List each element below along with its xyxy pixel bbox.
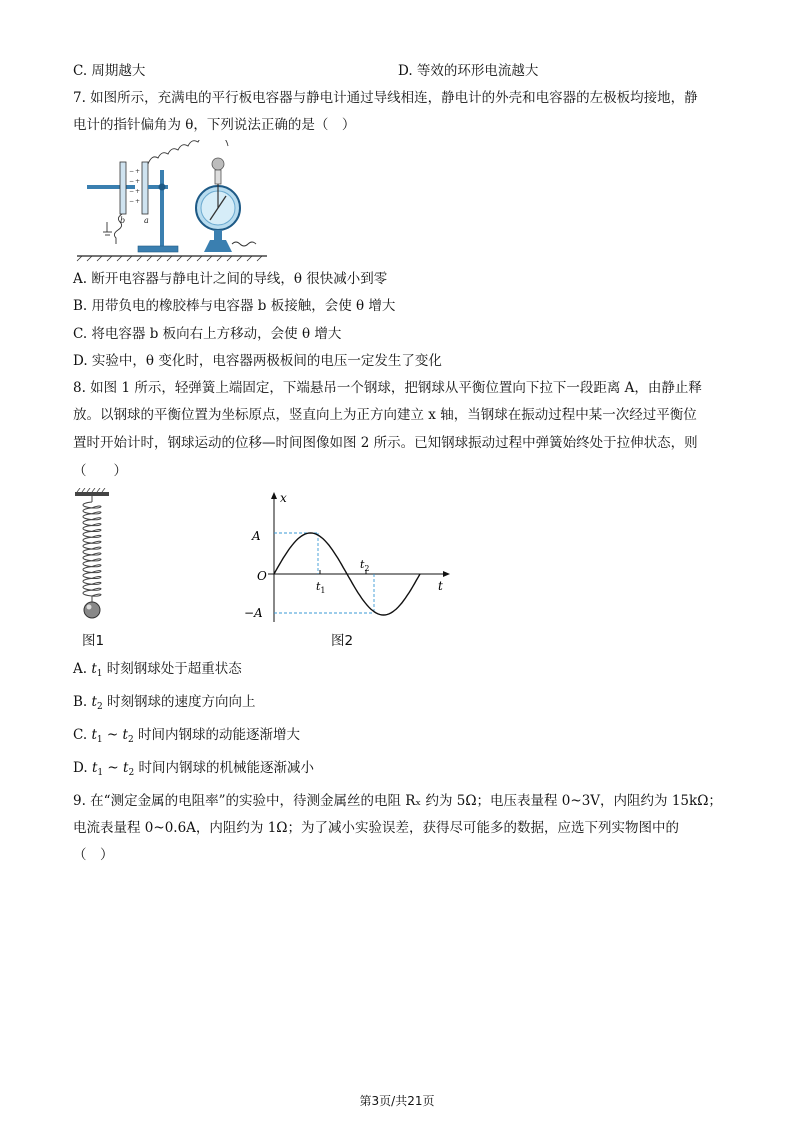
q8-axis-x-label: x — [280, 491, 287, 505]
svg-text:−: − — [129, 178, 135, 185]
q7-fig-label-b: b — [120, 216, 126, 225]
svg-text:+: + — [135, 188, 141, 195]
q9-stem-line3: （ ） — [73, 847, 114, 863]
page-footer: 第3页/共21页 — [359, 1094, 435, 1108]
svg-text:+: + — [135, 168, 141, 175]
svg-text:+: + — [135, 198, 141, 205]
q6-option-d: D. 等效的环形电流越大 — [398, 63, 539, 79]
svg-text:−: − — [129, 198, 135, 205]
q8-option-d: D. $t_1$ ~ $t_2$ 时间内钢球的机械能逐渐减小 — [73, 760, 314, 778]
q8-option-b: B. $t_2$ 时刻钢球的速度方向向上 — [73, 694, 256, 712]
q9-stem-line2: 电流表量程 0~0.6A，内阻约为 1Ω；为了减小实验误差，获得尽可能多的数据，应选下列实物图中的 — [73, 820, 679, 836]
q8-stem-line3: 置时开始计时，钢球运动的位移—时间图像如图 2 所示。已知钢球振动过程中弹簧始终处于拉伸状态，则 — [73, 435, 698, 451]
q9-stem-line1: 9. 在“测定金属的电阻率”的实验中，待测金属丝的电阻 Rₓ 约为 5Ω；电压表量程 0~3V，内阻约为 15kΩ； — [73, 793, 722, 809]
svg-text:−: − — [129, 188, 135, 195]
spring-coil — [83, 502, 101, 596]
q7-option-b: B. 用带负电的橡胶棒与电容器 b 板接触，会使 θ 增大 — [73, 298, 396, 314]
q7-fig-label-a: a — [144, 216, 149, 225]
q8-option-c: C. $t_1$ ~ $t_2$ 时间内钢球的动能逐渐增大 — [73, 727, 300, 745]
q8-label-A: A — [252, 529, 261, 543]
q7-option-a: A. 断开电容器与静电计之间的导线，θ 很快减小到零 — [73, 271, 388, 287]
svg-text:+: + — [135, 178, 141, 185]
q7-option-d: D. 实验中，θ 变化时，电容器两极板间的电压一定发生了变化 — [73, 353, 442, 369]
q8-label-t2: $t_2$ — [360, 558, 370, 573]
q8-stem-line1: 8. 如图 1 所示，轻弹簧上端固定，下端悬吊一个钢球，把钢球从平衡位置向下拉下一段距离 A，由静止释 — [73, 380, 702, 396]
q8-figure2-sine-graph — [240, 490, 455, 630]
q8-axis-t-label: t — [438, 579, 443, 593]
q6-option-c: C. 周期越大 — [73, 63, 146, 79]
q7-stem-line1: 7. 如图所示，充满电的平行板电容器与静电计通过导线相连，静电计的外壳和电容器的左极板均接地，静 — [73, 90, 698, 106]
q8-fig2-caption: 图2 — [331, 633, 354, 649]
svg-text:−: − — [129, 168, 135, 175]
q8-fig1-caption: 图1 — [82, 633, 105, 649]
q8-stem-line2: 放。以钢球的平衡位置为坐标原点，竖直向上为正方向建立 x 轴，当钢球在振动过程中某一次经过平衡位 — [73, 407, 697, 423]
q8-label-negA: −A — [244, 606, 263, 620]
q8-figure1-spring — [70, 488, 120, 628]
q7-option-c: C. 将电容器 b 板向右上方移动，会使 θ 增大 — [73, 326, 342, 342]
q8-label-t1: $t_1$ — [316, 580, 326, 595]
q8-stem-line4: （ ） — [73, 463, 127, 479]
q8-label-O: O — [257, 569, 267, 583]
q8-option-a: A. $t_1$ 时刻钢球处于超重状态 — [73, 661, 242, 679]
q7-stem-line2: 电计的指针偏角为 θ，下列说法正确的是（ ） — [73, 117, 356, 133]
q7-figure-capacitor-electroscope — [72, 140, 272, 262]
